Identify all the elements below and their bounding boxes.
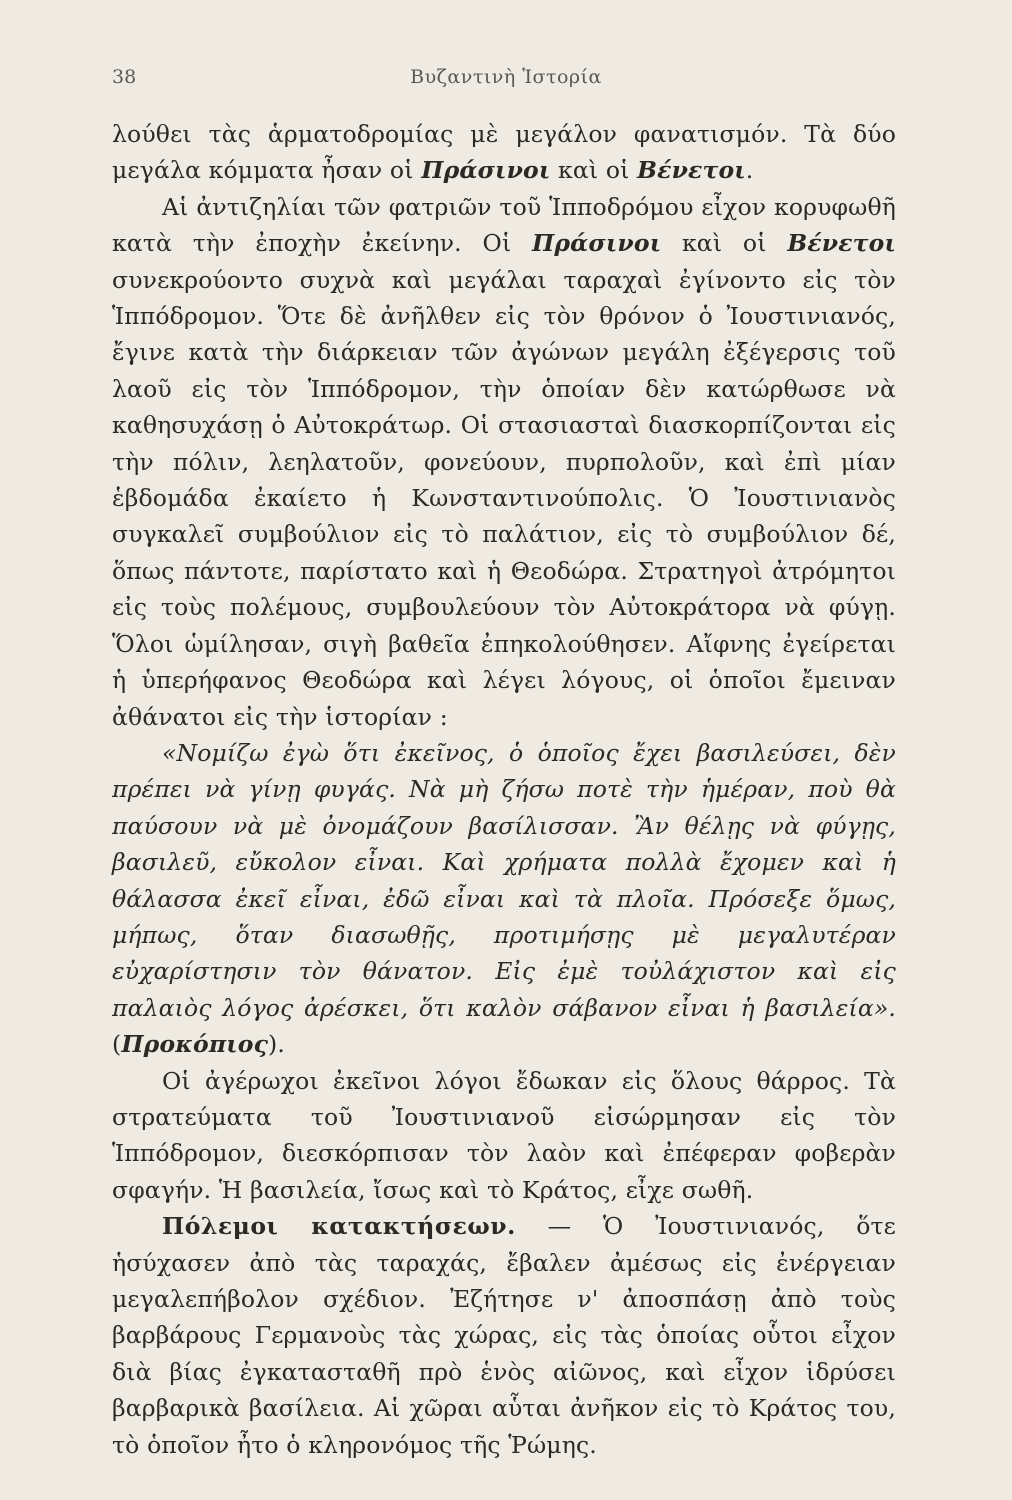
paragraph-outcome: Οἱ ἀγέρωχοι ἐκεῖνοι λόγοι ἔδωκαν εἰς ὅλους θάρρος. Τὰ στρατεύματα τοῦ Ἰουστινιανοῦ εἰσώρμησαν εἰς τὸν Ἱππόδρομον, διεσκόρπισαν τὸν λαὸν καὶ ἐπέφεραν φοβερὰν σφαγήν. Ἡ βασιλεία, ἴσως καὶ τὸ Κράτος, εἶχε σωθῆ.: [112, 1066, 896, 1204]
term-prasinoi: Πράσινοι: [532, 229, 662, 258]
paragraph-factions: [112, 116, 896, 189]
paragraph-text: καὶ οἱ: [550, 156, 638, 185]
running-title: Βυζαντινὴ Ἱστορία: [410, 66, 602, 88]
quote-text: «Νομίζω ἐγὼ ὅτι ἐκεῖνος, ὁ ὁποῖος ἔχει βασιλεύσει, δὲν πρέπει νὰ γίνῃ φυγάς. Νὰ μὴ ζήσω ποτὲ τὴν ἡμέραν, ποὺ θὰ παύσουν νὰ μὲ ὀνομάζουν βασίλισσαν. Ἂν θέλῃς νὰ φύγῃς, βασιλεῦ, εὔκολον εἶναι. Καὶ χρήματα πολλὰ ἔχομεν καὶ ἡ θάλασσα ἐκεῖ εἶναι, ἐδῶ εἶναι καὶ τὰ πλοῖα. Πρόσεξε ὅμως, μήπως, ὅταν διασωθῇς, προτιμήσῃς μὲ μεγαλυτέραν εὐχαρίστησιν τὸν θάνατον. Εἰς ἐμὲ τοὐλάχιστον καὶ εἰς παλαιὸς λόγος ἀρέσκει, ὅτι καλὸν σάβανον εἶναι ἡ βασιλεία».: [112, 738, 896, 1022]
paragraph-text: λούθει τὰς ἁρματοδρομίας μὲ μεγάλον φανατισμόν. Τὰ δύο μεγάλα κόμματα ἦσαν οἱ: [112, 120, 896, 185]
section-heading: Πόλεμοι κατακτήσεων.: [162, 1212, 516, 1241]
page-number: 38: [112, 66, 137, 88]
citation-open: (: [112, 1030, 122, 1059]
paragraph-text: .: [745, 156, 754, 185]
paragraph-text: συνεκρούοντο συχνὰ καὶ μεγάλαι ταραχαὶ ἐγίνοντο εἰς τὸν Ἱππόδρομον. Ὅτε δὲ ἀνῆλθεν εἰς τὸν θρόνον ὁ Ἰουστινιανός, ἔγινε κατὰ τὴν διάρκειαν τῶν ἀγώνων μεγάλη ἐξέγερσις τοῦ λαοῦ εἰς τὸν Ἱππόδρομον, τὴν ὁποίαν δὲν κατώρθωσε νὰ καθησυχάσῃ ὁ Αὐτοκράτωρ. Οἱ στασιασταὶ διασκορπίζονται εἰς τὴν πόλιν, λεηλατοῦν, φονεύουν, πυρπολοῦν, καὶ ἐπὶ μίαν ἑβδομάδα ἐκαίετο ἡ Κωνσταντινούπολις. Ὁ Ἰουστινιανὸς συγκαλεῖ συμβούλιον εἰς τὸ παλάτιον, εἰς τὸ συμβούλιον δέ, ὅπως πάντοτε, παρίστατο καὶ ἡ Θεοδώρα. Στρατηγοὶ ἀτρόμητοι εἰς τοὺς πολέμους, συμβουλεύουν τὸν Αὐτοκράτορα νὰ φύγῃ. Ὅλοι ὡμίλησαν, σιγὴ βαθεῖα ἐπηκολούθησεν. Αἴφνης ἐγείρεται ἡ ὑπερήφανος Θεοδώρα καὶ λέγει λόγους, οἱ ὁποῖοι ἔμειναν ἀθάνατοι εἰς τὴν ἱστορίαν :: [112, 265, 896, 731]
term-prasinoi: Πράσινοι: [421, 156, 551, 185]
paragraph-text: Αἱ ἀντιζηλίαι τῶν φατριῶν τοῦ Ἱπποδρόμου εἶχον κορυφωθῆ κατὰ τὴν ἐποχὴν ἐκείνην. Οἱ: [112, 192, 896, 258]
term-venetoi: Βένετοι: [787, 229, 896, 258]
paragraph-text: Ὁ Ἰουστινιανός, ὅτε ἡσύχασεν ἀπὸ τὰς ταραχάς, ἔβαλεν ἀμέσως εἰς ἐνέργειαν μεγαλεπήβολον σχέδιον. Ἐζήτησε ν' ἀποσπάσῃ ἀπὸ τοὺς βαρβάρους Γερμανοὺς τὰς χώρας, εἰς τὰς ὁποίας οὗτοι εἶχον διὰ βίας ἐγκατασταθῆ πρὸ ἑνὸς αἰῶνος, καὶ εἶχον ἱδρύσει βαρβαρικὰ βασίλεια. Αἱ χῶραι αὗται ἀνῆκον εἰς τὸ Κράτος του, τὸ ὁποῖον ἦτο ὁ κληρονόμος τῆς Ῥώμης.: [112, 1212, 896, 1459]
page-header: [112, 66, 900, 96]
paragraph-text: καὶ οἱ: [661, 229, 788, 258]
paragraph-wars-of-conquest: [112, 1208, 896, 1463]
heading-dash: —: [515, 1212, 603, 1241]
theodora-quote: [112, 735, 896, 1063]
term-venetoi: Βένετοι: [637, 156, 746, 185]
paragraph-nika-riot: [112, 189, 896, 735]
citation-close: ).: [268, 1030, 285, 1059]
page-body: [112, 116, 896, 1463]
quote-source: Προκόπιος: [121, 1030, 269, 1059]
